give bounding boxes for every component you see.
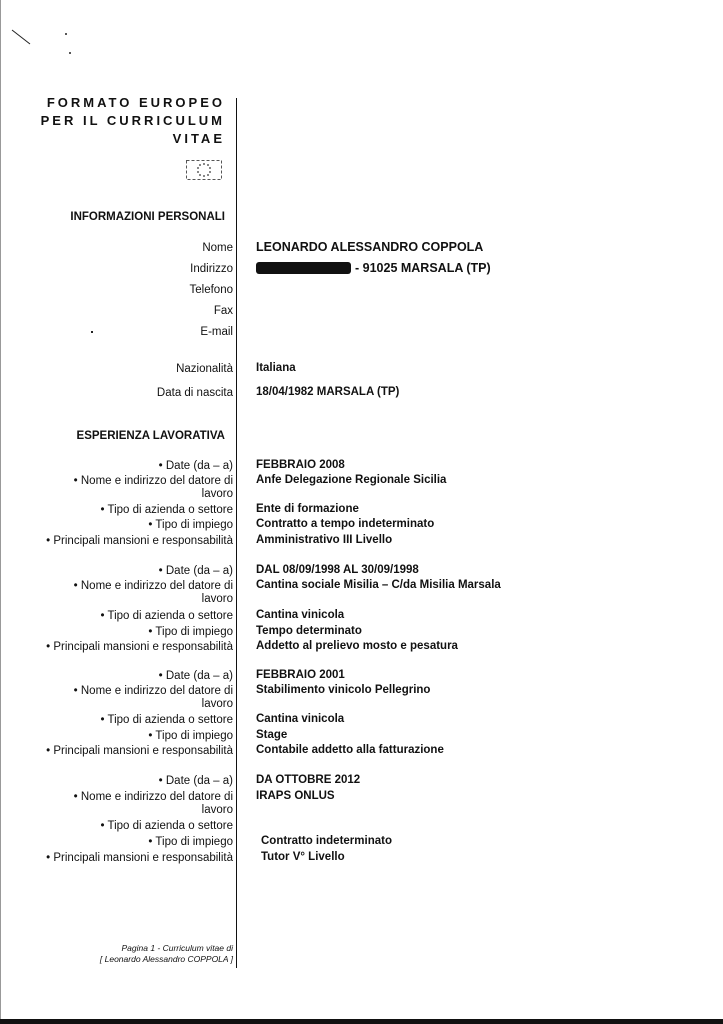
- label-data-nascita: Data di nascita: [156, 387, 233, 399]
- cv-title-line-3: VITAE: [172, 131, 225, 146]
- label-date: • Date (da – a): [158, 460, 233, 472]
- label-tipo-impiego: • Tipo di impiego: [148, 836, 233, 848]
- job-tipo-impiego: Contratto indeterminato: [261, 835, 392, 847]
- value-data-nascita: 18/04/1982 MARSALA (TP): [256, 386, 400, 398]
- footer-name-line: [ Leonardo Alessandro COPPOLA ]: [99, 954, 233, 964]
- job-mansioni: Addetto al prelievo mosto e pesatura: [256, 640, 458, 652]
- job-datore: Cantina sociale Misilia – C/da Misilia Marsala: [256, 579, 501, 591]
- label-tipo-impiego: • Tipo di impiego: [148, 626, 233, 638]
- label-tipo-azienda: • Tipo di azienda o settore: [100, 820, 233, 832]
- scan-left-edge: [0, 0, 1, 1024]
- label-tipo-azienda: • Tipo di azienda o settore: [100, 714, 233, 726]
- job-tipo-impiego: Tempo determinato: [256, 625, 362, 637]
- job-tipo-impiego: Contratto a tempo indeterminato: [256, 518, 435, 530]
- value-indirizzo: [256, 262, 491, 275]
- label-mansioni: • Principali mansioni e responsabilità: [46, 852, 233, 864]
- eu-stars-icon: [186, 160, 222, 180]
- label-nome: Nome: [202, 242, 233, 254]
- job-mansioni: Tutor V° Livello: [261, 851, 345, 863]
- eu-flag-logo: [186, 160, 222, 180]
- label-datore: • Nome e indirizzo del datore di: [73, 791, 233, 803]
- footer-page-line: Pagina 1 - Curriculum vitae di: [121, 943, 233, 953]
- redacted-street: [256, 262, 351, 274]
- scan-marks: [8, 26, 78, 66]
- label-datore-cont: lavoro: [201, 488, 233, 500]
- label-date: • Date (da – a): [158, 565, 233, 577]
- value-nome: LEONARDO ALESSANDRO COPPOLA: [256, 240, 484, 254]
- label-tipo-impiego: • Tipo di impiego: [148, 519, 233, 531]
- label-fax: Fax: [213, 305, 233, 317]
- job-datore: IRAPS ONLUS: [256, 790, 335, 802]
- label-datore-cont: lavoro: [201, 698, 233, 710]
- job-date: FEBBRAIO 2001: [256, 669, 345, 681]
- indirizzo-text: - 91025 MARSALA (TP): [355, 261, 491, 275]
- label-telefono: Telefono: [189, 284, 233, 296]
- job-tipo-azienda: Ente di formazione: [256, 503, 359, 515]
- label-nazionalita: Nazionalità: [176, 363, 233, 375]
- job-mansioni: Amministrativo III Livello: [256, 534, 393, 546]
- label-datore: • Nome e indirizzo del datore di: [73, 685, 233, 697]
- label-datore-cont: lavoro: [201, 593, 233, 605]
- job-date: DAL 08/09/1998 AL 30/09/1998: [256, 564, 419, 576]
- cv-title-line-1: FORMATO EUROPEO: [46, 95, 225, 110]
- scan-dot: [91, 331, 93, 333]
- job-date: FEBBRAIO 2008: [256, 459, 345, 471]
- job-tipo-impiego: Stage: [256, 729, 288, 741]
- label-datore-cont: lavoro: [201, 804, 233, 816]
- label-indirizzo: Indirizzo: [190, 263, 233, 275]
- column-divider: [236, 98, 237, 968]
- job-mansioni: Contabile addetto alla fatturazione: [256, 744, 444, 756]
- label-mansioni: • Principali mansioni e responsabilità: [46, 641, 233, 653]
- label-mansioni: • Principali mansioni e responsabilità: [46, 745, 233, 757]
- label-tipo-impiego: • Tipo di impiego: [148, 730, 233, 742]
- job-date: DA OTTOBRE 2012: [256, 774, 361, 786]
- label-date: • Date (da – a): [158, 670, 233, 682]
- label-mansioni: • Principali mansioni e responsabilità: [46, 535, 233, 547]
- section-title-personal: INFORMAZIONI PERSONALI: [70, 211, 225, 223]
- section-title-experience: ESPERIENZA LAVORATIVA: [76, 430, 225, 442]
- label-date: • Date (da – a): [158, 775, 233, 787]
- label-email: E-mail: [200, 326, 233, 338]
- job-datore: Stabilimento vinicolo Pellegrino: [256, 684, 431, 696]
- job-tipo-azienda: Cantina vinicola: [256, 609, 345, 621]
- label-tipo-azienda: • Tipo di azienda o settore: [100, 610, 233, 622]
- label-tipo-azienda: • Tipo di azienda o settore: [100, 504, 233, 516]
- cv-title-line-2: PER IL CURRICULUM: [40, 113, 225, 128]
- label-datore: • Nome e indirizzo del datore di: [73, 475, 233, 487]
- label-datore: • Nome e indirizzo del datore di: [73, 580, 233, 592]
- scan-bottom-edge: [0, 1019, 723, 1024]
- value-nazionalita: Italiana: [256, 362, 296, 374]
- job-datore: Anfe Delegazione Regionale Sicilia: [256, 474, 447, 486]
- job-tipo-azienda: Cantina vinicola: [256, 713, 345, 725]
